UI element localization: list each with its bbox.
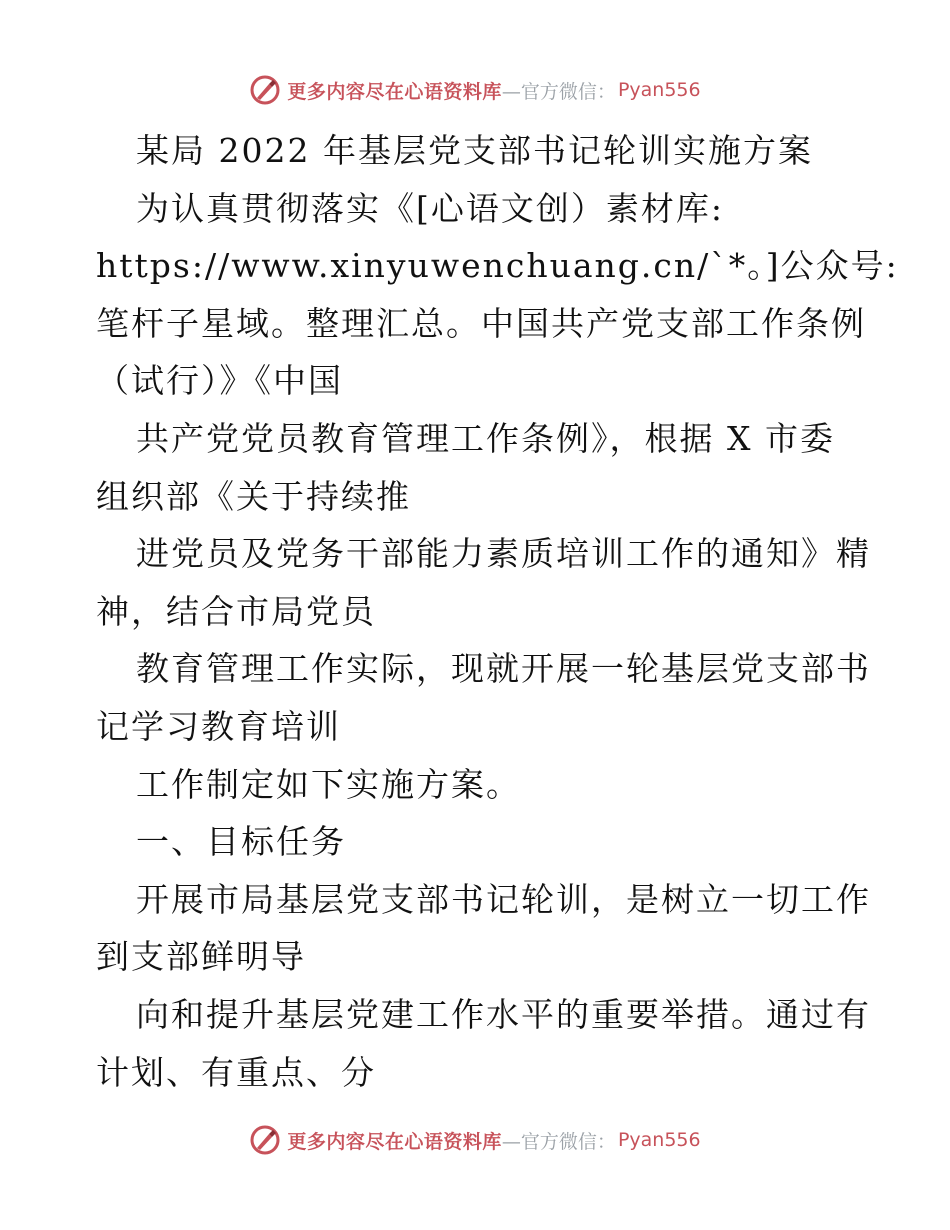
text-line: 组织部《关于持续推	[96, 476, 411, 516]
header-banner	[0, 70, 950, 110]
document-title: 某局 2022 年基层党支部书记轮训实施方案	[136, 131, 813, 170]
text-line: 开展市局基层党支部书记轮训，是树立一切工作	[136, 879, 871, 919]
text-line: 为认真贯彻落实《[心语文创）素材库:	[136, 188, 724, 228]
footer-banner	[0, 1120, 950, 1160]
banner-wechat-id: Pyan556	[617, 1129, 701, 1151]
text-line: 记学习教育培训	[96, 706, 341, 746]
document-body	[96, 122, 899, 1101]
pen-logo-icon	[249, 74, 281, 106]
text-line: （试行）》《中国	[96, 361, 343, 401]
text-line: 神，结合市局党员	[96, 591, 376, 631]
text-line: 计划、有重点、分	[96, 1052, 376, 1092]
text-line: 教育管理工作实际，现就开展一轮基层党支部书	[136, 649, 871, 689]
text-line: 笔杆子星域。整理汇总。中国共产党支部工作条例	[96, 303, 866, 343]
text-line: 到支部鲜明导	[96, 937, 306, 977]
banner-main-text: 更多内容尽在心语资料库	[287, 80, 502, 103]
text-line: 向和提升基层党建工作水平的重要举措。通过有	[136, 994, 871, 1034]
banner-sub-text: —官方微信：	[501, 1130, 616, 1153]
text-line: 共产党党员教育管理工作条例》，根据 X 市委	[136, 418, 835, 458]
text-line: 进党员及党务干部能力素质培训工作的通知》精	[136, 534, 871, 574]
text-line: 工作制定如下实施方案。	[136, 764, 521, 804]
section-heading: 一、目标任务	[136, 822, 346, 862]
text-line: https://www.xinyuwenchuang.cn/`*。]公众号:	[96, 246, 899, 286]
banner-main-text: 更多内容尽在心语资料库	[287, 1130, 502, 1153]
banner-wechat-id: Pyan556	[617, 79, 701, 101]
pen-logo-icon	[249, 1124, 281, 1156]
banner-sub-text: —官方微信：	[501, 80, 616, 103]
